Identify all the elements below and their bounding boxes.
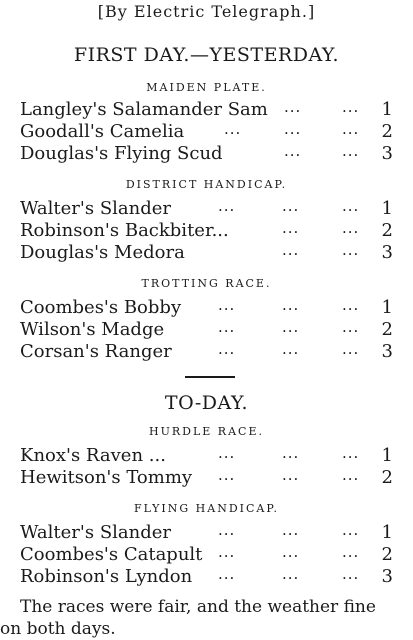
- horse-name: Hewitson's Tommy: [20, 467, 193, 488]
- horse-name: Wilson's Madge: [20, 319, 165, 340]
- place-number: 2: [381, 319, 393, 340]
- leader-dots: ...: [282, 466, 300, 484]
- leader-dots: ...: [218, 543, 236, 561]
- leader-dots: ...: [218, 466, 236, 484]
- leader-dots: ...: [282, 219, 300, 237]
- horse-name: Robinson's Lyndon: [20, 566, 193, 587]
- result-row: [20, 143, 393, 165]
- result-row: [20, 220, 393, 242]
- place-number: 1: [381, 522, 393, 543]
- leader-dots: ...: [218, 444, 236, 462]
- section-title-today: TO-DAY.: [164, 392, 249, 414]
- leader-dots: ...: [282, 340, 300, 358]
- leader-dots: ...: [342, 340, 360, 358]
- leader-dots: ...: [284, 142, 302, 160]
- result-row: [20, 297, 393, 319]
- result-row: [20, 566, 393, 588]
- place-number: 2: [381, 220, 393, 241]
- leader-dots: ...: [224, 120, 242, 138]
- leader-dots: ...: [342, 142, 360, 160]
- horse-name: Robinson's Backbiter...: [20, 220, 229, 241]
- section-title-first-day: FIRST DAY.—YESTERDAY.: [73, 44, 340, 66]
- race-title-hurdle-race: HURDLE RACE.: [149, 425, 264, 438]
- leader-dots: ...: [284, 120, 302, 138]
- horse-name: Douglas's Flying Scud: [20, 143, 223, 164]
- leader-dots: ...: [282, 197, 300, 215]
- result-row: [20, 99, 393, 121]
- leader-dots: ...: [342, 241, 360, 259]
- result-row: [20, 467, 393, 489]
- leader-dots: ...: [218, 296, 236, 314]
- leader-dots: ...: [342, 296, 360, 314]
- result-row: [20, 198, 393, 220]
- leader-dots: ...: [282, 241, 300, 259]
- leader-dots: ...: [218, 197, 236, 215]
- leader-dots: ...: [342, 543, 360, 561]
- result-row: [20, 445, 393, 467]
- leader-dots: ...: [282, 318, 300, 336]
- section-divider: [185, 376, 235, 378]
- place-number: 1: [381, 198, 393, 219]
- leader-dots: ...: [342, 318, 360, 336]
- horse-name: Douglas's Medora: [20, 242, 185, 263]
- leader-dots: ...: [282, 543, 300, 561]
- byline: [By Electric Telegraph.]: [97, 2, 316, 21]
- leader-dots: ...: [218, 565, 236, 583]
- place-number: 3: [381, 143, 393, 164]
- place-number: 2: [381, 544, 393, 565]
- leader-dots: ...: [342, 521, 360, 539]
- leader-dots: ...: [342, 98, 360, 116]
- leader-dots: ...: [282, 521, 300, 539]
- place-number: 1: [381, 99, 393, 120]
- leader-dots: ...: [282, 565, 300, 583]
- result-row: [20, 544, 393, 566]
- race-title-district-handicap: DISTRICT HANDICAP.: [125, 178, 288, 191]
- place-number: 2: [381, 467, 393, 488]
- place-number: 2: [381, 121, 393, 142]
- place-number: 3: [381, 242, 393, 263]
- result-row: [20, 319, 393, 341]
- result-row: [20, 121, 393, 143]
- horse-name: Corsan's Ranger: [20, 341, 172, 362]
- result-row: [20, 341, 393, 363]
- leader-dots: ...: [342, 219, 360, 237]
- leader-dots: ...: [342, 466, 360, 484]
- leader-dots: ...: [282, 444, 300, 462]
- leader-dots: ...: [342, 197, 360, 215]
- leader-dots: ...: [218, 340, 236, 358]
- race-title-trotting-race: TROTTING RACE.: [141, 277, 272, 290]
- leader-dots: ...: [342, 444, 360, 462]
- closing-line-1: The races were fair, and the weather fine: [20, 597, 376, 617]
- race-title-maiden-plate: MAIDEN PLATE.: [146, 81, 267, 94]
- leader-dots: ...: [282, 296, 300, 314]
- closing-line-2: on both days.: [0, 619, 116, 639]
- leader-dots: ...: [218, 521, 236, 539]
- leader-dots: ...: [284, 98, 302, 116]
- leader-dots: ...: [342, 120, 360, 138]
- horse-name: Coombes's Catapult: [20, 544, 203, 565]
- horse-name: Walter's Slander: [20, 522, 172, 543]
- race-title-flying-handicap: FLYING HANDICAP.: [133, 502, 280, 515]
- place-number: 1: [381, 297, 393, 318]
- horse-name: Goodall's Camelia: [20, 121, 185, 142]
- leader-dots: ...: [342, 565, 360, 583]
- horse-name: Langley's Salamander Sam: [20, 99, 268, 120]
- result-row: [20, 242, 393, 264]
- place-number: 3: [381, 566, 393, 587]
- horse-name: Walter's Slander: [20, 198, 172, 219]
- place-number: 1: [381, 445, 393, 466]
- place-number: 3: [381, 341, 393, 362]
- leader-dots: ...: [218, 318, 236, 336]
- result-row: [20, 522, 393, 544]
- horse-name: Knox's Raven ...: [20, 445, 166, 466]
- horse-name: Coombes's Bobby: [20, 297, 182, 318]
